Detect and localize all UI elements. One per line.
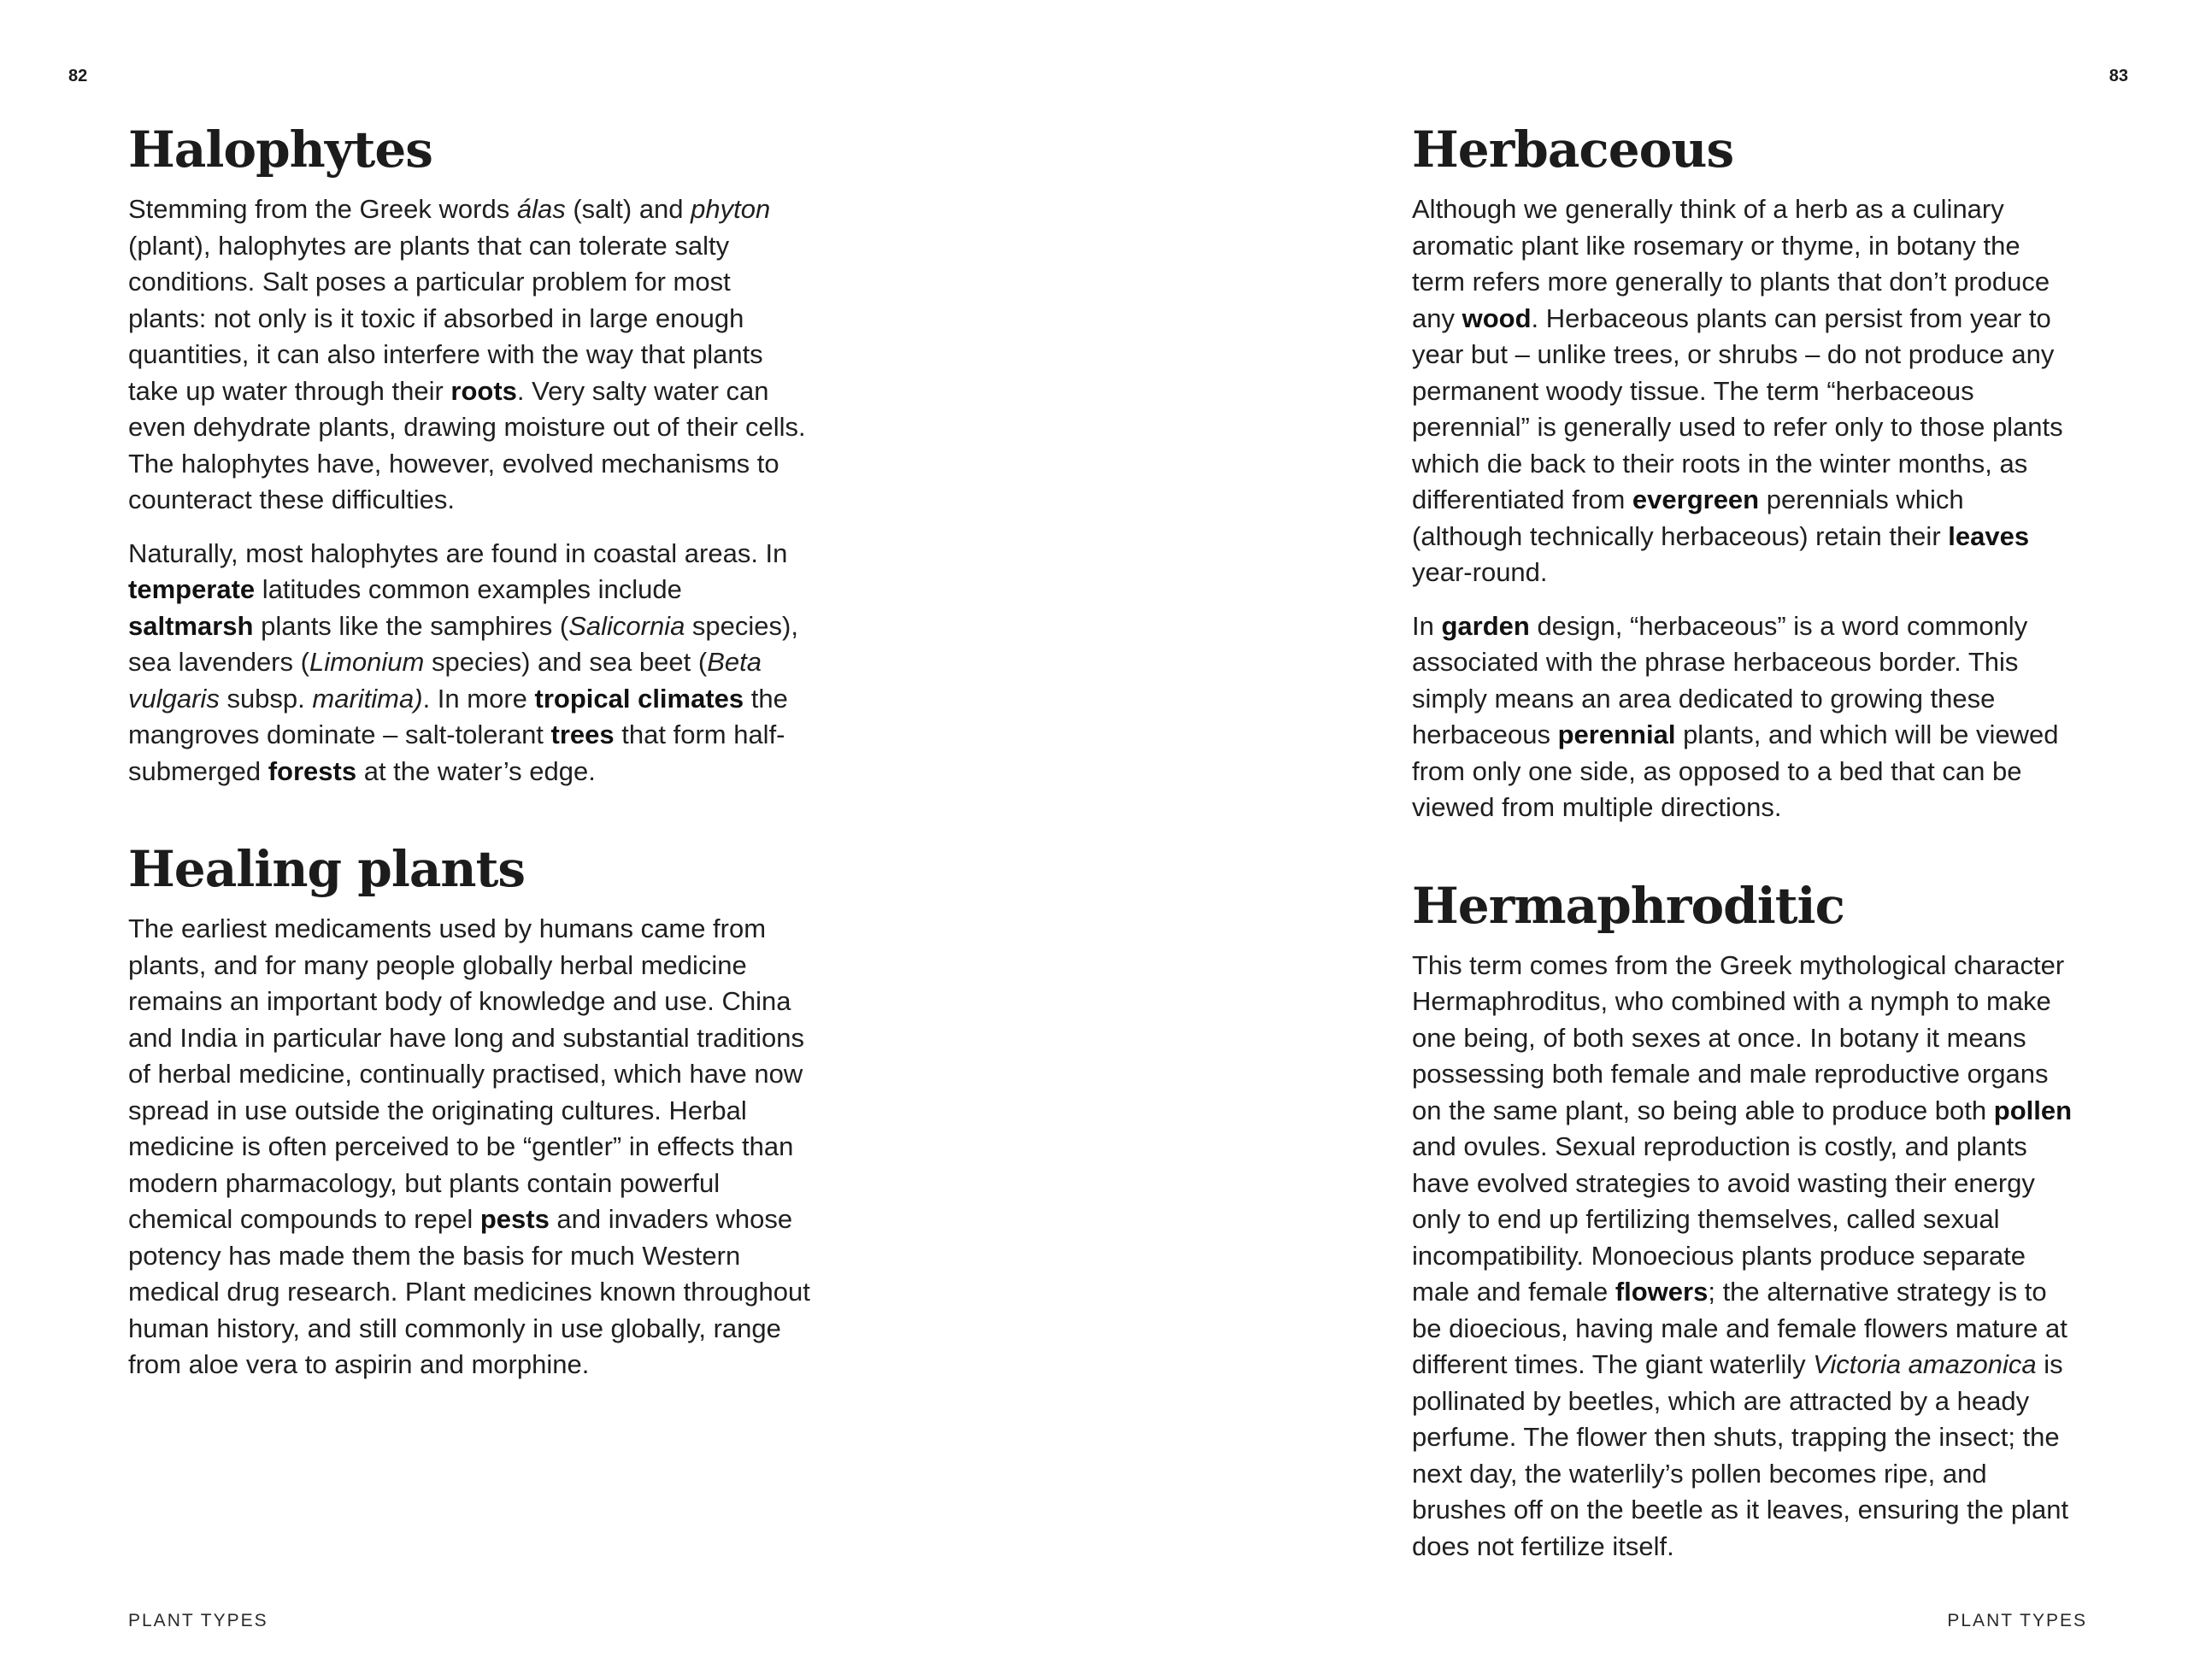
italic-term: phyton [691, 194, 771, 224]
entry-paragraph [1412, 608, 2079, 826]
entry-paragraph [128, 191, 812, 519]
bold-term: perennial [1557, 720, 1676, 749]
bold-term: leaves [1948, 520, 2030, 551]
bold-term: flowers [1615, 1277, 1709, 1307]
italic-term: álas [516, 194, 566, 224]
page-number-left: 82 [68, 67, 88, 85]
bold-term: evergreen [1632, 485, 1760, 514]
entry-paragraph [1412, 191, 2079, 591]
entry-title: Healing plants [128, 840, 526, 898]
entry-healing-plants [128, 839, 812, 1383]
text-run: and ovules. Sexual reproduction is costly, and plants have evolved strategies to avoid wasting their energy only to end up fertilizing themselves, called sexual incompatibility. Monoecious plants produce separate male and female [1412, 1131, 2035, 1307]
bold-term: forests [268, 755, 357, 786]
bold-term: roots [450, 375, 517, 406]
bold-term: trees [550, 720, 615, 749]
text-run: (salt) and [565, 194, 691, 224]
entry-title: Hermaphroditic [1412, 876, 1844, 935]
text-run: (plant), halophytes are plants that can tolerate salty conditions. Salt poses a particular problem for most plants: not only is it toxic if absorbed in large enough quantities, it can also interfere with the way that plants take up water through their [128, 230, 763, 406]
bold-term: pollen [1993, 1095, 2073, 1125]
page-number-right: 83 [2109, 67, 2128, 85]
bold-term: wood [1462, 303, 1532, 333]
text-run: the mangroves dominate – salt-tolerant [128, 683, 788, 749]
italic-term: Victoria amazonica [1813, 1349, 2037, 1379]
text-run: that form half-submerged [128, 720, 785, 786]
text-run: This term comes from the Greek mythological character Hermaphroditus, who combined with a nymph to make one being, of both sexes at once. In botany it means possessing both female and male reproductive organs on the same plant, so being able to produce both [1412, 949, 2065, 1125]
text-run: plants like the samphires ( [253, 610, 569, 641]
text-run: perennials which (although technically herbaceous) retain their [1412, 485, 1964, 551]
text-run: and invaders whose potency has made them the basis for much Western medical drug research. Plant medicines known throughout human history, and still commonly in use globally, range from aloe vera to aspirin and morphine. [128, 1204, 810, 1379]
entry-title: Herbaceous [1412, 120, 1734, 179]
text-run: . Very salty water can even dehydrate plants, drawing moisture out of their cells. The halophytes have, however, evolved mechanisms to counteract these difficulties. [128, 375, 806, 514]
running-footer-left: PLANT TYPES [128, 1611, 268, 1630]
entry-herbaceous [1412, 120, 2079, 826]
text-run: . In more [422, 683, 535, 714]
right-page-column [1412, 120, 2079, 1582]
italic-term: Limonium [309, 647, 425, 677]
text-run: Although we generally think of a herb as a culinary aromatic plant like rosemary or thyme, in botany the term refers more generally to plants that don’t produce any [1412, 194, 2050, 333]
text-run: is pollinated by beetles, which are attracted by a heady perfume. The flower then shuts, trapping the insect; the next day, the waterlily’s pollen becomes ripe, and brushes off on the beetle as it leaves, ensuring the plant does not fertilize itself. [1412, 1349, 2069, 1561]
bold-term: temperate [128, 574, 256, 604]
entry-hermaphroditic [1412, 876, 2079, 1565]
left-page-column [128, 120, 812, 1401]
text-run: Naturally, most halophytes are found in coastal areas. In [128, 537, 788, 568]
text-run: design, “herbaceous” is a word commonly associated with the phrase herbaceous border. This simply means an area dedicated to growing these herbaceous [1412, 610, 2028, 749]
text-run: species), sea lavenders ( [128, 610, 798, 677]
running-footer-right: PLANT TYPES [1947, 1611, 2087, 1630]
text-run: In [1412, 610, 1442, 641]
bold-term: saltmarsh [128, 610, 254, 641]
text-run: ; the alternative strategy is to be dioecious, having male and female flowers mature at different times. The giant waterlily [1412, 1277, 2067, 1379]
italic-term: Salicornia [568, 610, 685, 641]
text-run: species) and sea beet ( [424, 647, 708, 677]
entry-paragraph [1412, 948, 2079, 1565]
text-run: Stemming from the Greek words [128, 194, 517, 224]
text-run: plants, and which will be viewed from only one side, as opposed to a bed that can be viewed from multiple directions. [1412, 720, 2059, 822]
entry-paragraph [128, 911, 812, 1383]
bold-term: garden [1441, 610, 1530, 641]
text-run: latitudes common examples include [255, 574, 682, 604]
text-run: The earliest medicaments used by humans came from plants, and for many people globally herbal medicine remains an important body of knowledge and use. China and India in particular have long and substantial traditions of herbal medicine, continually practised, which have now spread in use outside the originating cultures. Herbal medicine is often perceived to be “gentler” in effects than modern pharmacology, but plants contain powerful chemical compounds to repel [128, 913, 805, 1234]
entry-title: Halophytes [128, 120, 432, 179]
bold-term: tropical climates [534, 683, 744, 714]
text-run: year-round. [1412, 557, 1548, 587]
italic-term: Beta vulgaris [128, 647, 762, 714]
text-run: subsp. [219, 683, 313, 714]
entry-halophytes [128, 120, 812, 790]
bold-term: pests [479, 1204, 550, 1234]
text-run: . Herbaceous plants can persist from year to year but – unlike trees, or shrubs – do not produce any permanent woody tissue. The term “herbaceous perennial” is generally used to refer only to those plants which die back to their roots in the winter months, as differentiated from [1412, 303, 2063, 514]
text-run: at the water’s edge. [356, 755, 596, 786]
entry-paragraph [128, 536, 812, 790]
italic-term: maritima) [312, 683, 423, 714]
